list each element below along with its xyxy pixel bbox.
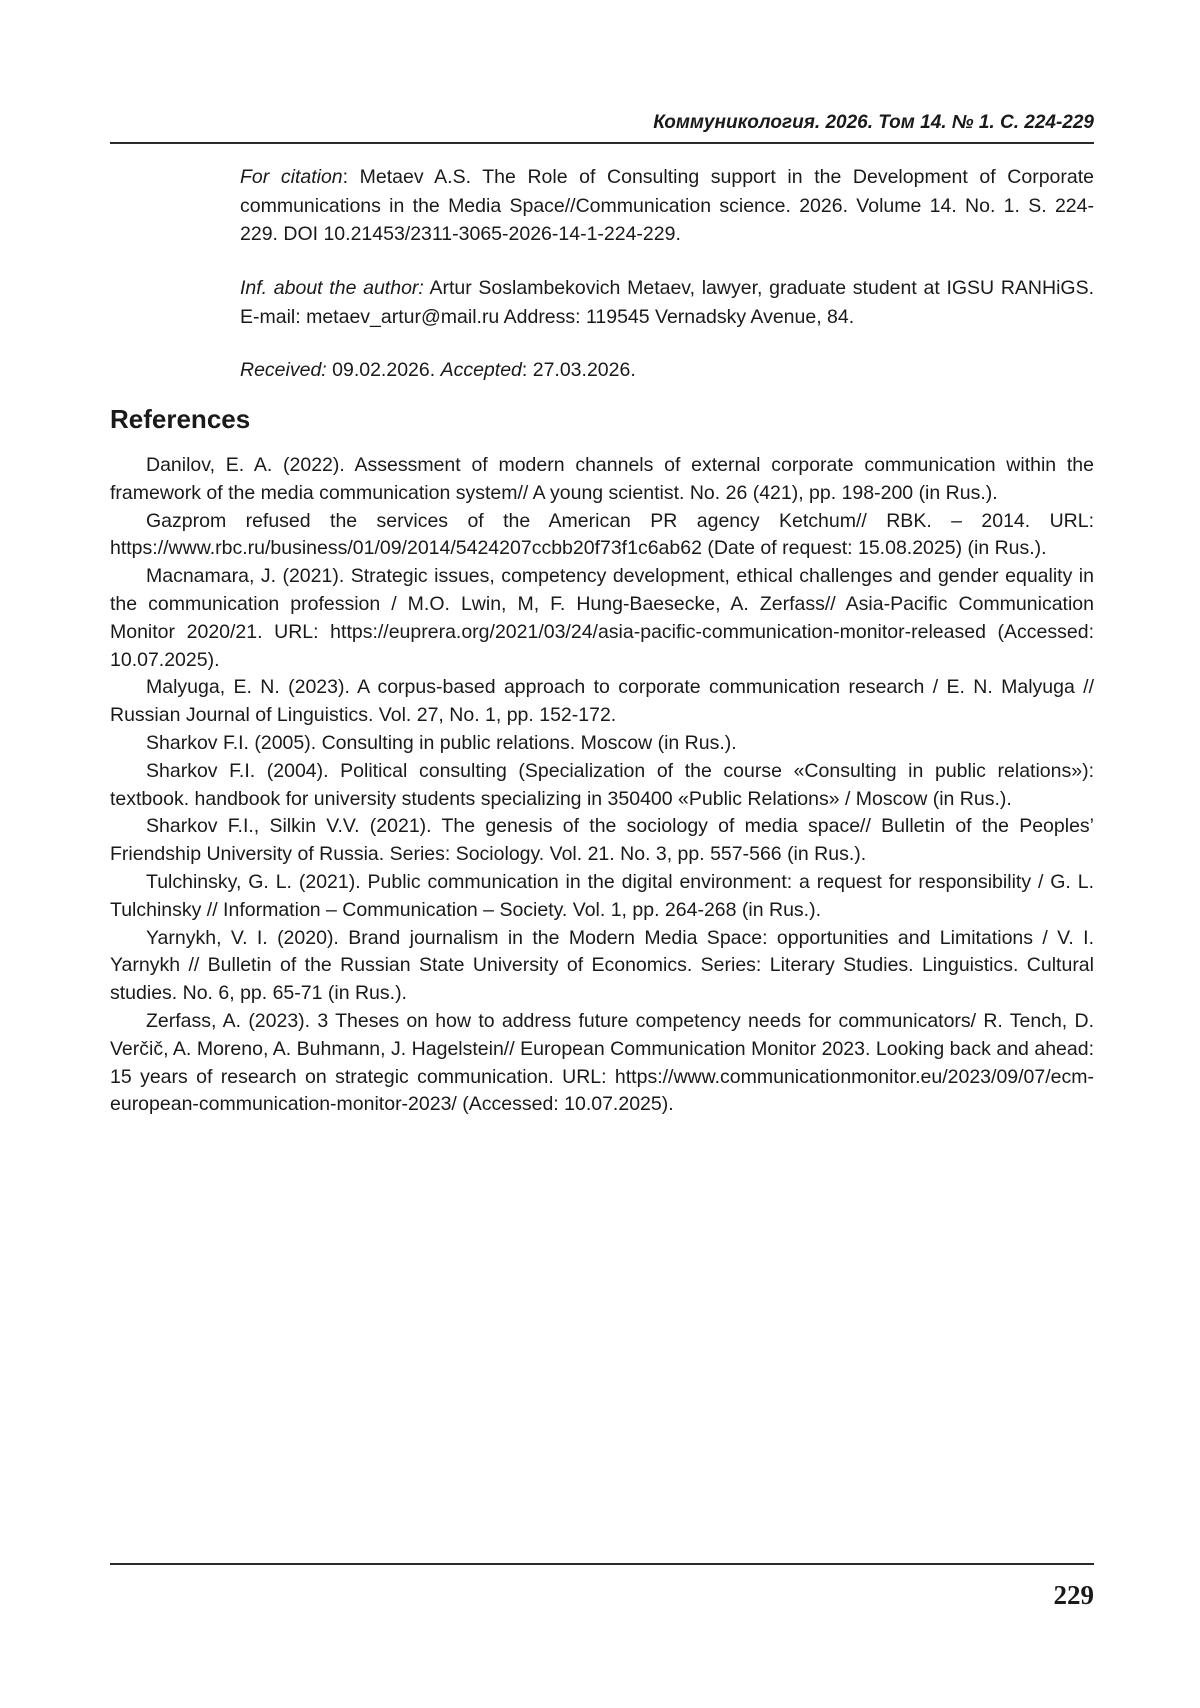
accepted-value: : 27.03.2026. bbox=[521, 359, 636, 381]
reference-item: Gazprom refused the services of the American PR agency Ketchum// RBK. – 2014. URL: https://www.rbc.ru/business/01/09/2014/5424207ccbb20f73f1c6ab62 (Date of request: 15.08.2025) (in Rus.). bbox=[110, 509, 1094, 560]
author-label: Inf. about the author: bbox=[240, 277, 424, 299]
received-value: 09.02.2026. bbox=[326, 359, 441, 381]
reference-item: Malyuga, E. N. (2023). A corpus-based approach to corporate communication research / E. N. Malyuga // Russian Journal of Linguistics. Vol. 27, No. 1, pp. 152-172. bbox=[110, 676, 1094, 727]
dates-block bbox=[240, 356, 1094, 385]
reference-item: Danilov, E. A. (2022). Assessment of modern channels of external corporate communication within the framework of the media communication system// A young scientist. No. 26 (421), pp. 198-200 (in Rus.). bbox=[110, 454, 1094, 504]
citation-block bbox=[240, 163, 1094, 249]
author-info-block bbox=[240, 274, 1094, 331]
reference-item: Sharkov F.I. (2004). Political consulting (Specialization of the course «Consulting in public relations»): textbook. handbook for university students specializing in 350400 «Public Relations» / Moscow (in Rus.). bbox=[110, 759, 1094, 810]
page-number: 229 bbox=[1053, 1580, 1094, 1610]
reference-item: Tulchinsky, G. L. (2021). Public communication in the digital environment: a request for responsibility / G. L. Tulchinsky // Information – Communication – Society. Vol. 1, pp. 264-268 (in Rus.). bbox=[110, 870, 1094, 921]
references-heading: References bbox=[110, 404, 251, 434]
reference-item: Yarnykh, V. I. (2020). Brand journalism in the Modern Media Space: opportunities and Limitations / V. I. Yarnykh // Bulletin of the Russian State University of Economics. Series: Literary Studies. Linguistics. Cultural studies. No. 6, pp. 65-71 (in Rus.). bbox=[110, 926, 1094, 1005]
header-divider bbox=[110, 142, 1094, 144]
author-text: Artur Soslambekovich Metaev, lawyer, graduate student at IGSU RANHiGS. E-mail: metaev_artur@mail.ru Address: 119545 Vernadsky Avenue, 84. bbox=[240, 277, 1094, 328]
received-label: Received: bbox=[240, 359, 327, 381]
reference-item: Sharkov F.I. (2005). Consulting in public relations. Moscow (in Rus.). bbox=[146, 731, 737, 754]
running-header: Коммуникология. 2026. Том 14. № 1. С. 224-229 bbox=[653, 112, 1094, 133]
reference-item: Macnamara, J. (2021). Strategic issues, competency development, ethical challenges and gender equality in the communication profession / M.O. Lwin, M, F. Hung-Baesecke, A. Zerfass// Asia-Pacific Communication Monitor 2020/21. URL: https://euprera.org/2021/03/24/asia-pacific-communication-monitor-released (Accessed: 10.07.2025). bbox=[110, 565, 1094, 671]
accepted-label: Accepted bbox=[440, 359, 522, 381]
citation-label: For citation bbox=[240, 166, 343, 188]
reference-item: Sharkov F.I., Silkin V.V. (2021). The genesis of the sociology of media space// Bulletin of the Peoples’ Friendship University of Russia. Series: Sociology. Vol. 21. No. 3, pp. 557-566 (in Rus.). bbox=[110, 815, 1094, 866]
citation-text: : Metaev A.S. The Role of Consulting support in the Development of Corporate communications in the Media Space//Communication science. 2026. Volume 14. No. 1. S. 224-229. DOI 10.21453/2311-3065-2026-14-1-224-229. bbox=[240, 166, 1094, 245]
footer-divider bbox=[110, 1563, 1094, 1565]
references-list bbox=[110, 452, 1094, 1119]
reference-item: Zerfass, A. (2023). 3 Theses on how to address future competency needs for communicators/ R. Tench, D. Verčič, A. Moreno, A. Buhmann, J. Hagelstein// European Communication Monitor 2023. Looking back and ahead: 15 years of research on strategic communication. URL: https://www.communicationmonitor.eu/2023/09/07/ecm-european-communication-monitor-2023/ (Accessed: 10.07.2025). bbox=[110, 1009, 1094, 1116]
